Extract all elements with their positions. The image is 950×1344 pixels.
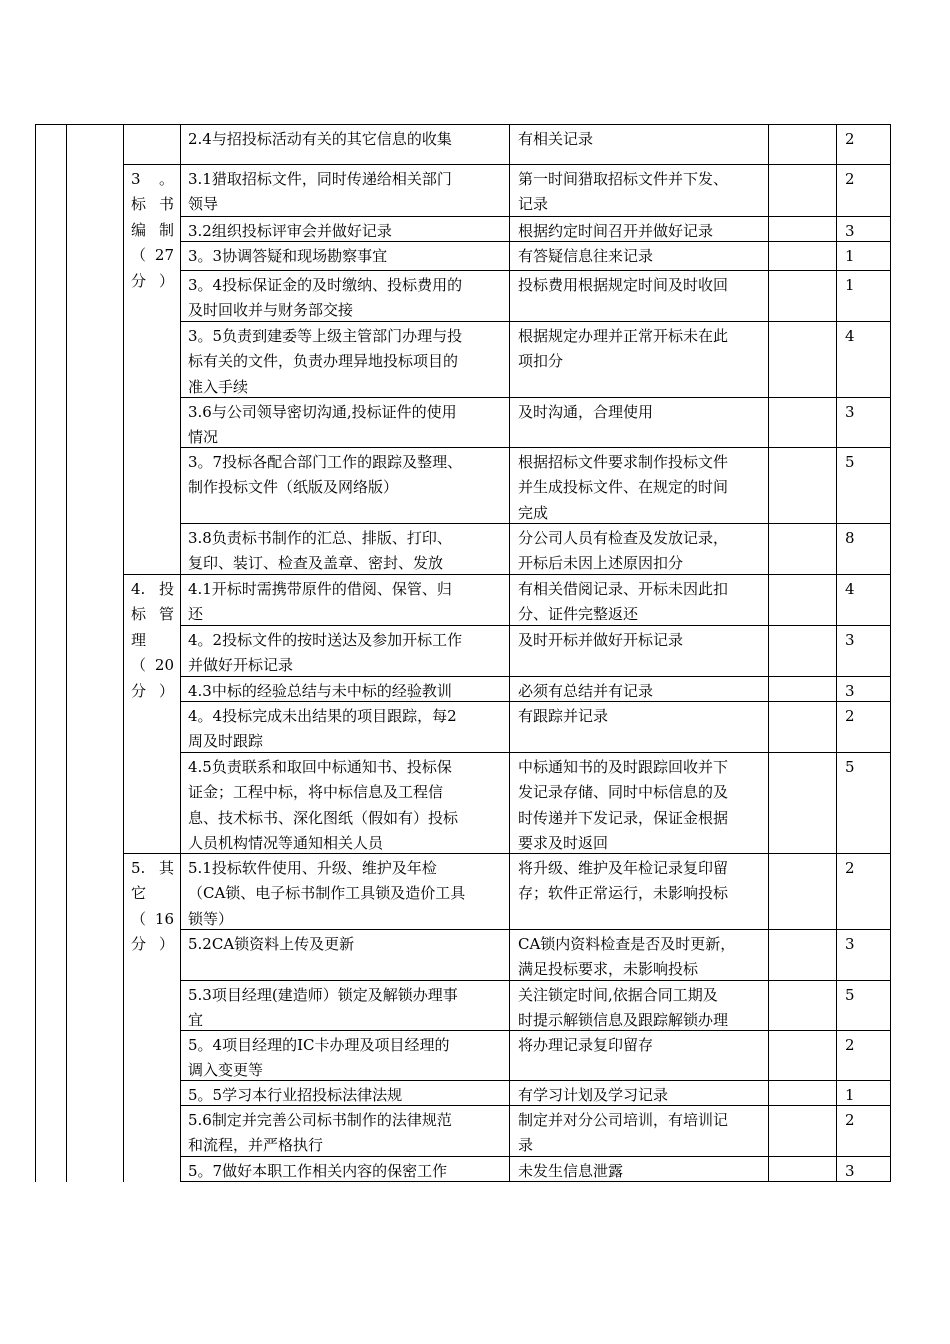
table-row-standard-cell [518, 1159, 623, 1184]
table-row-standard-cell [518, 127, 593, 152]
category-label-line: 理 [131, 630, 147, 649]
table-row-item-cell [188, 755, 458, 857]
table-row-item-cell [188, 127, 452, 152]
standard-text-line: 存；软件正常运行，未影响投标 [518, 884, 729, 903]
item-text-line: 3。3协调答疑和现场勘察事宜 [188, 247, 388, 265]
item-text-line: 证金；工程中标，将中标信息及工程信 [188, 783, 444, 802]
standard-text-line: 有学习计划及学习记录 [518, 1086, 669, 1104]
item-text-line: 3。7投标各配合部门工作的跟踪及整理、 [188, 453, 463, 471]
table-row-score: 2 [845, 1036, 855, 1054]
standard-text-line: 根据约定时间召开并做好记录 [518, 222, 714, 240]
table-row-item-cell [188, 1033, 450, 1084]
table-row-standard-cell [518, 1033, 653, 1058]
table-border-right [890, 124, 891, 1182]
item-text-line: 4.1开标时需携带原件的借阅、保管、归 [188, 580, 452, 598]
table-row-standard-cell [518, 932, 735, 983]
table-row-score: 3 [845, 935, 855, 953]
standard-text-line: 时提示解锁信息及跟踪解锁办理 [518, 1011, 729, 1030]
item-text-line: 情况 [188, 428, 219, 447]
standard-text-line: 开标后未因上述原因扣分 [518, 554, 684, 573]
standard-text-line: 完成 [518, 503, 549, 522]
table-row-standard-cell [518, 273, 728, 298]
standard-text-line: 记录 [518, 195, 549, 214]
table-row-standard-cell [518, 628, 683, 653]
column-divider [836, 124, 837, 1182]
item-text-line: 3。4投标保证金的及时缴纳、投标费用的 [188, 276, 463, 294]
standard-text-line: 录 [518, 1136, 534, 1155]
item-text-line: 还 [188, 605, 204, 624]
table-row-score: 3 [845, 1162, 855, 1180]
table-row-item-cell [188, 1159, 447, 1184]
table-border-left [35, 124, 36, 1182]
item-text-line: 并做好开标记录 [188, 656, 294, 675]
table-row-item-cell [188, 219, 392, 244]
item-text-line: 3.2组织投标评审会并做好记录 [188, 222, 392, 240]
item-text-line: 标有关的文件，负责办理异地投标项目的 [188, 352, 459, 371]
table-row-standard-cell [518, 1083, 668, 1108]
category-label-line: （ 20 [131, 656, 174, 675]
category-label [131, 167, 174, 294]
table-row-item-cell [188, 577, 452, 628]
item-text-line: 和流程，并严格执行 [188, 1136, 324, 1155]
item-text-line: 5.2CA锁资料上传及更新 [188, 935, 355, 953]
table-row-item-cell [188, 932, 354, 957]
table-row-score: 1 [845, 1086, 855, 1104]
item-text-line: 人员机构情况等通知相关人员 [188, 834, 384, 853]
table-row-score: 5 [845, 758, 855, 776]
standard-text-line: 有相关借阅记录、开标未因此扣 [518, 580, 729, 598]
category-label [131, 577, 174, 704]
table-row-score: 1 [845, 247, 855, 265]
item-text-line: 复印、装订、检查及盖章、密封、发放 [188, 554, 444, 573]
table-row-standard-cell [518, 244, 653, 269]
item-text-line: 2.4与招投标活动有关的其它信息的收集 [188, 130, 452, 148]
column-divider [123, 124, 124, 1182]
table-row-score: 3 [845, 222, 855, 240]
standard-text-line: 中标通知书的及时跟踪回收并下 [518, 758, 729, 776]
item-text-line: 周及时跟踪 [188, 732, 264, 751]
table-row-score: 5 [845, 453, 855, 471]
category-label [131, 856, 174, 958]
standard-text-line: 将升级、维护及年检记录复印留 [518, 859, 729, 877]
table-row-score: 8 [845, 529, 855, 547]
table-row-item-cell [188, 1108, 452, 1159]
standard-text-line: 根据规定办理并正常开标未在此 [518, 327, 729, 345]
item-text-line: 5。7做好本职工作相关内容的保密工作 [188, 1162, 448, 1180]
item-text-line: 5。5学习本行业招投标法律法规 [188, 1086, 403, 1104]
table-row-item-cell [188, 324, 462, 400]
standard-text-line: 满足投标要求，未影响投标 [518, 960, 699, 979]
table-row-item-cell [188, 273, 462, 324]
column-divider [66, 124, 67, 1182]
table-row-standard-cell [518, 1108, 728, 1159]
category-label-line: 编 制 [131, 220, 174, 239]
column-divider [509, 124, 510, 1182]
table-row-score: 4 [845, 580, 855, 598]
category-label-line: 标 管 [131, 605, 174, 624]
item-text-line: 制作投标文件（纸版及网络版） [188, 478, 399, 497]
standard-text-line: 未发生信息泄露 [518, 1162, 624, 1180]
category-label-line: 4. 投 [131, 580, 174, 598]
standard-text-line: 要求及时返回 [518, 834, 609, 853]
table-row-item-cell [188, 704, 457, 755]
standard-text-line: 项扣分 [518, 352, 564, 371]
table-row-standard-cell [518, 856, 728, 907]
standard-text-line: CA锁内资料检查是否及时更新， [518, 935, 736, 953]
standard-text-line: 必须有总结并有记录 [518, 682, 654, 700]
table-row-score: 2 [845, 1111, 855, 1129]
table-row-score: 5 [845, 986, 855, 1004]
column-divider [768, 124, 769, 1182]
item-text-line: 5.1投标软件使用、升级、维护及年检 [188, 859, 437, 877]
item-text-line: 4.5负责联系和取回中标通知书、投标保 [188, 758, 452, 776]
table-row-score: 3 [845, 682, 855, 700]
category-label-line: 5. 其 [131, 859, 174, 877]
item-text-line: （CA锁、电子标书制作工具锁及造价工具 [188, 884, 466, 903]
table-row-item-cell [188, 526, 452, 577]
item-text-line: 宜 [188, 1011, 204, 1030]
standard-text-line: 及时开标并做好开标记录 [518, 631, 684, 649]
category-label-line: 标 书 [131, 195, 174, 214]
table-row-standard-cell [518, 450, 728, 526]
standard-text-line: 分、证件完整返还 [518, 605, 639, 624]
column-divider [180, 124, 181, 1182]
category-label-line: 分） [131, 271, 174, 290]
standard-text-line: 发记录存储、同时中标信息的及 [518, 783, 729, 802]
table-row-item-cell [188, 400, 457, 451]
item-text-line: 3。5负责到建委等上级主管部门办理与投 [188, 327, 463, 345]
standard-text-line: 有相关记录 [518, 130, 594, 148]
table-row-standard-cell [518, 167, 728, 218]
standard-text-line: 投标费用根据规定时间及时收回 [518, 276, 729, 294]
standard-text-line: 并生成投标文件、在规定的时间 [518, 478, 729, 497]
item-text-line: 4。2投标文件的按时送达及参加开标工作 [188, 631, 463, 649]
table-row-item-cell [188, 679, 452, 704]
category-label-line: （ 16 [131, 909, 174, 928]
item-text-line: 3.1猎取招标文件，同时传递给相关部门 [188, 170, 452, 188]
table-row-item-cell [188, 450, 462, 501]
category-label-line: 分） [131, 935, 174, 954]
table-row-score: 4 [845, 327, 855, 345]
standard-text-line: 有跟踪并记录 [518, 707, 609, 725]
item-text-line: 3.8负责标书制作的汇总、排版、打印、 [188, 529, 452, 547]
standard-text-line: 分公司人员有检查及发放记录， [518, 529, 729, 547]
item-text-line: 3.6与公司领导密切沟通,投标证件的使用 [188, 403, 457, 421]
standard-text-line: 根据招标文件要求制作投标文件 [518, 453, 729, 471]
standard-text-line: 关注锁定时间,依据合同工期及 [518, 986, 718, 1004]
category-label-line: 分） [131, 681, 174, 700]
table-row-score: 2 [845, 707, 855, 725]
table-row-standard-cell [518, 324, 728, 375]
standard-text-line: 第一时间猎取招标文件并下发、 [518, 170, 729, 188]
row-separator [180, 270, 891, 271]
table-row-item-cell [188, 1083, 402, 1108]
item-text-line: 4.3中标的经验总结与未中标的经验教训 [188, 682, 452, 700]
table-border-top [35, 124, 891, 125]
table-row-standard-cell [518, 679, 653, 704]
item-text-line: 5.6制定并完善公司标书制作的法律规范 [188, 1111, 452, 1129]
category-separator [123, 164, 891, 165]
table-row-standard-cell [518, 526, 728, 577]
table-row-standard-cell [518, 400, 653, 425]
item-text-line: 5。4项目经理的IC卡办理及项目经理的 [188, 1036, 450, 1054]
table-row-item-cell [188, 983, 458, 1034]
item-text-line: 调入变更等 [188, 1061, 264, 1080]
table-row-standard-cell [518, 755, 728, 857]
table-row-item-cell [188, 244, 387, 269]
table-row-score: 2 [845, 130, 855, 148]
item-text-line: 及时回收并与财务部交接 [188, 301, 354, 320]
standard-text-line: 制定并对分公司培训，有培训记 [518, 1111, 729, 1129]
table-row-standard-cell [518, 577, 728, 628]
category-label-line: （ 27 [131, 246, 174, 265]
table-row-score: 2 [845, 859, 855, 877]
standard-text-line: 及时沟通，合理使用 [518, 403, 654, 421]
table-row-score: 3 [845, 631, 855, 649]
table-row-item-cell [188, 628, 462, 679]
table-row-standard-cell [518, 219, 713, 244]
table-row-score: 3 [845, 403, 855, 421]
item-text-line: 5.3项目经理(建造师）锁定及解锁办理事 [188, 986, 458, 1004]
standard-text-line: 时传递并下发记录，保证金根据 [518, 808, 729, 827]
item-text-line: 领导 [188, 195, 219, 214]
table-row-score: 1 [845, 276, 855, 294]
table-row-item-cell [188, 167, 452, 218]
table-row-standard-cell [518, 983, 728, 1034]
category-label-line: 它 [131, 884, 147, 903]
category-label-line: 3 。 [131, 170, 174, 188]
standard-text-line: 有答疑信息往来记录 [518, 247, 654, 265]
table-row-item-cell [188, 856, 465, 932]
table-row-standard-cell [518, 704, 608, 729]
standard-text-line: 将办理记录复印留存 [518, 1036, 654, 1054]
item-text-line: 息、技术标书、深化图纸（假如有）投标 [188, 808, 459, 827]
table-row-score: 2 [845, 170, 855, 188]
item-text-line: 4。4投标完成未出结果的项目跟踪，每2 [188, 707, 457, 725]
item-text-line: 锁等） [188, 909, 234, 928]
item-text-line: 准入手续 [188, 377, 249, 396]
